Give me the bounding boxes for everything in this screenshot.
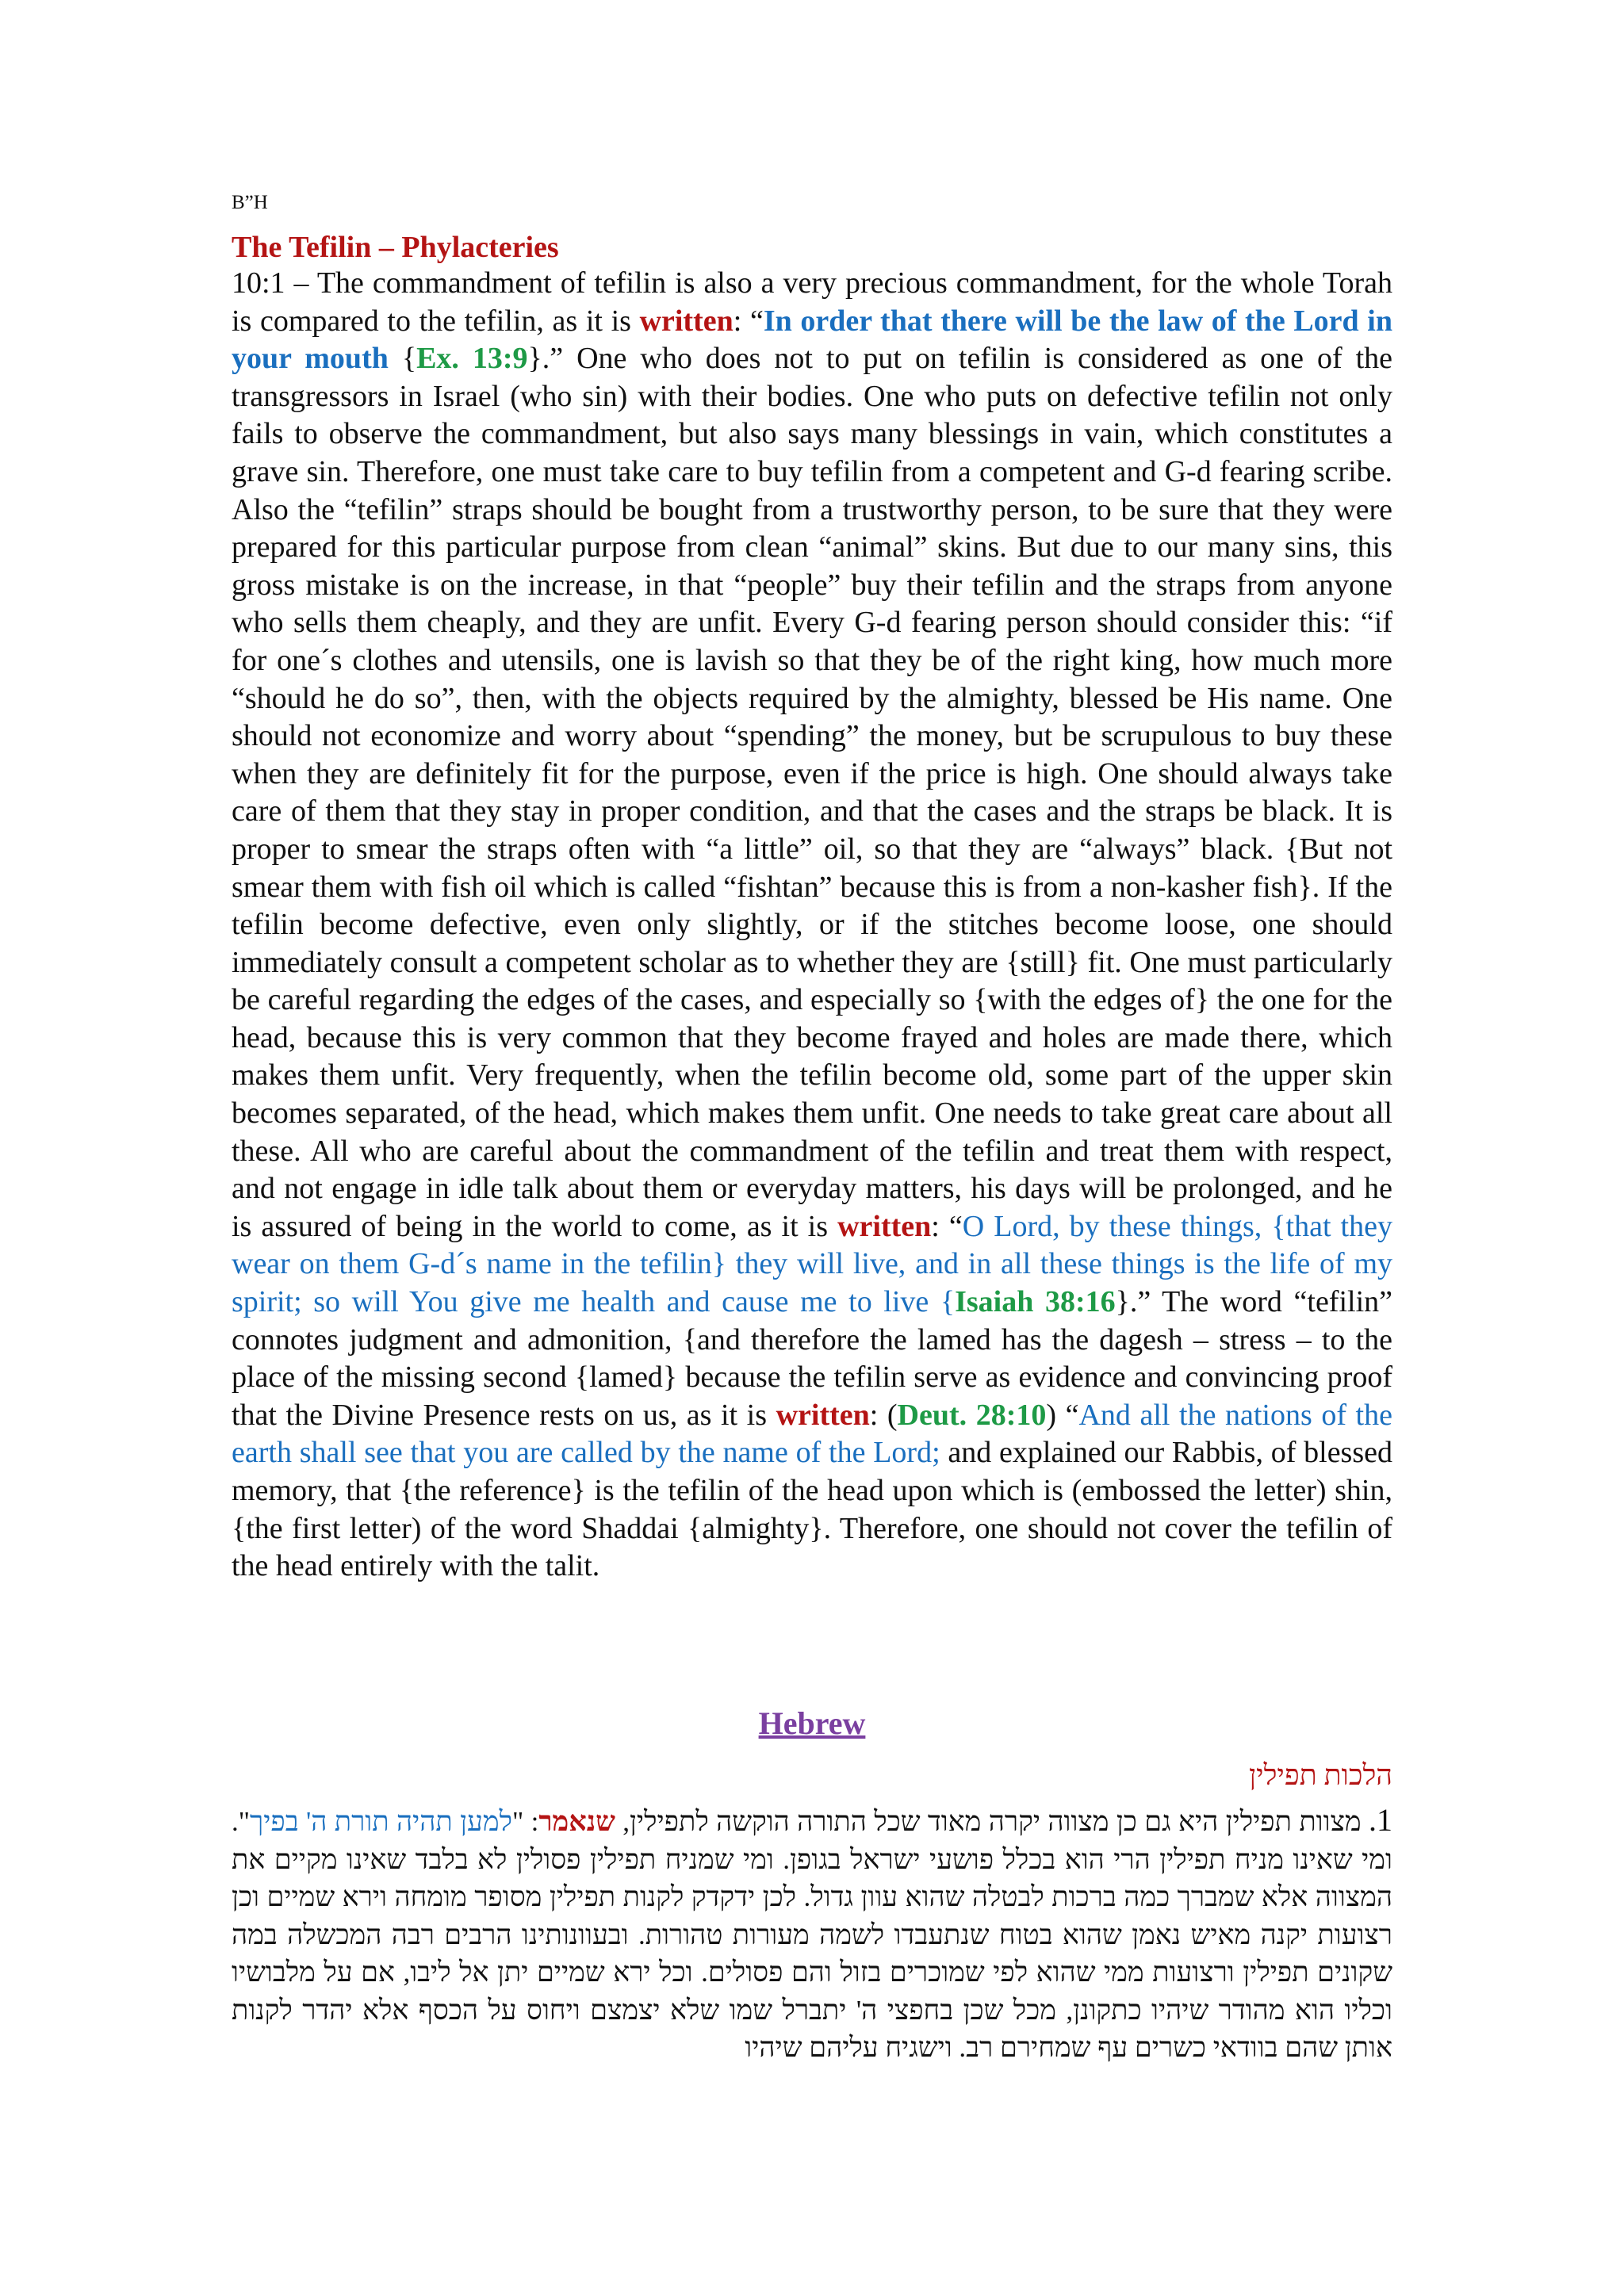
text-run: 10:1 – The commandment of tefilin is also a very precious commandment, for the whole Torah is compared to the tefilin, as it is <box>232 266 1392 338</box>
scripture-reference: Ex. 13:9 <box>416 342 528 376</box>
scripture-reference: Deut. 28:10 <box>897 1398 1047 1432</box>
scripture-quote: למען תהיה תורת ה' בפיך <box>250 1806 512 1837</box>
page-header-bh: B”H <box>232 192 268 213</box>
scripture-quote: And all the nations of the earth shall see that you are called by the name of the Lord; <box>232 1398 1392 1470</box>
text-run: }.” The word “tefilin” connotes judgment and admonition, {and therefore the lamed has the dagesh – stress – to the place of the missing second {lamed} because the tefilin serve as evidence and convincing proof that the Divine Presence rests on us, as it is <box>232 1285 1393 1432</box>
text-run: : ( <box>869 1398 898 1432</box>
scripture-quote: In order that there will be the law of the Lord in your mouth <box>232 304 1392 376</box>
text-run: : " <box>511 1806 539 1837</box>
hebrew-title: הלכות תפילין <box>1248 1759 1392 1791</box>
scripture-reference: Isaiah 38:16 <box>955 1285 1116 1319</box>
written-keyword: שנאמר <box>538 1806 615 1837</box>
written-keyword: written <box>639 304 733 338</box>
text-run: }.” One who does not to put on tefilin is considered as one of the transgressors in Israel (who sin) with their bodies. One who puts on defective tefilin not only fails to observe the commandment, but also says many blessings in vain, which constitutes a grave sin. Therefore, one must take care to buy tefilin from a competent and G-d fearing scribe. Also the “tefilin” straps should be bought from a trustworthy person, to be sure that they were prepared for this particular purpose from clean “animal” skins. But due to our many sins, this gross mistake is on the increase, in that “people” buy their tefilin and the straps from anyone who sells them cheaply, and they are unfit. Every G-d fearing person should consider this: “if for one´s clothes and utensils, one is lavish so that they be of the right king, how much more “should he do so”, then, with the objects required by the almighty, blessed be His name. One should not economize and worry about “spending” the money, but be scrupulous to buy these when they are definitely fit for the purpose, even if the price is high. One should always take care of them that they stay in proper condition, and that the cases and the straps be black. It is proper to smear the straps often with “a little” oil, so that they are “always” black. {But not smear them with fish oil which is called “fishtan” because this is from a non-kasher fish}. If the tefilin become defective, even only slightly, or if the stitches become loose, one should immediately consult a competent scholar as to whether they are {still} fit. One must particularly be careful regarding the edges of the cases, and especially so {with the edges of} the one for the head, because this is very common that they become frayed and holes are made there, which makes them unfit. Very frequently, when the tefilin become old, some part of the upper skin becomes separated, of the head, which makes them unfit. One needs to take great care about all these. All who are careful about the commandment of the tefilin and treat them with respect, and not engage in idle talk about them or everyday matters, his days will be prolonged, and he is assured of being in the world to come, as it is <box>232 342 1392 1243</box>
document-title: The Tefilin – Phylacteries <box>232 231 559 264</box>
scripture-quote: O Lord, by these things, {that they wear on them G-d´s name in the tefilin} they will live, and in all these things is the life of my spirit; so will You give me health and cause me to live { <box>232 1209 1392 1319</box>
written-keyword: written <box>837 1209 932 1243</box>
text-run: ". ומי שאינו מניח תפילין הרי הוא בכלל פושעי ישראל בגופן. ומי שמניח תפילין פסולין לא בלבד שאינו מקיים את המצווה אלא שמברך כמה ברכות לבטלה שהוא עוון גדול. לכן ידקדק לקנות תפילין מסופר מומחה וירא שמיים וכן רצועות יקנה מאיש נאמן שהוא בטוח שנתעבדו לשמה מעורות טהורות. ובעוונותינו הרבים רבה המכשלה במה שקונים תפילין ורצועות ממי שהוא לפי שמוכרים בזול והם פסולים. וכל ירא שמיים יתן אל ליבו, אם על מלבושיו וכליו הוא מהודר שיהיו כתקונן, מכל שכן בחפצי ה' יתברל שמו שלא יצמצם ויחוס על הכסף אלא יהדר לקנות אותן שהם בוודאי כשרים עף שמחירם רב. וישגיח עליהם שיהיו <box>232 1806 1392 2063</box>
text-run: ) “ <box>1046 1398 1079 1432</box>
hebrew-paragraph <box>232 1801 1392 2067</box>
written-keyword: written <box>776 1398 870 1432</box>
text-run: : “ <box>733 304 764 338</box>
text-run: { <box>388 342 417 376</box>
hebrew-section-link[interactable]: Hebrew <box>758 1705 866 1741</box>
text-run: and explained our Rabbis, of blessed memory, that {the reference} is the tefilin of the head upon which is (embossed the letter) shin, {the first letter) of the word Shaddai {almighty}. Therefore, one should not cover the tefilin of the head entirely with the talit. <box>232 1436 1392 1583</box>
paragraph-number: 1. <box>1369 1802 1393 1838</box>
text-run: : “ <box>931 1209 963 1243</box>
english-paragraph <box>232 265 1392 1586</box>
text-run: מצוות תפילין היא גם כן מצווה יקרה מאוד שכל התורה הוקשה לתפילין, <box>615 1806 1369 1837</box>
